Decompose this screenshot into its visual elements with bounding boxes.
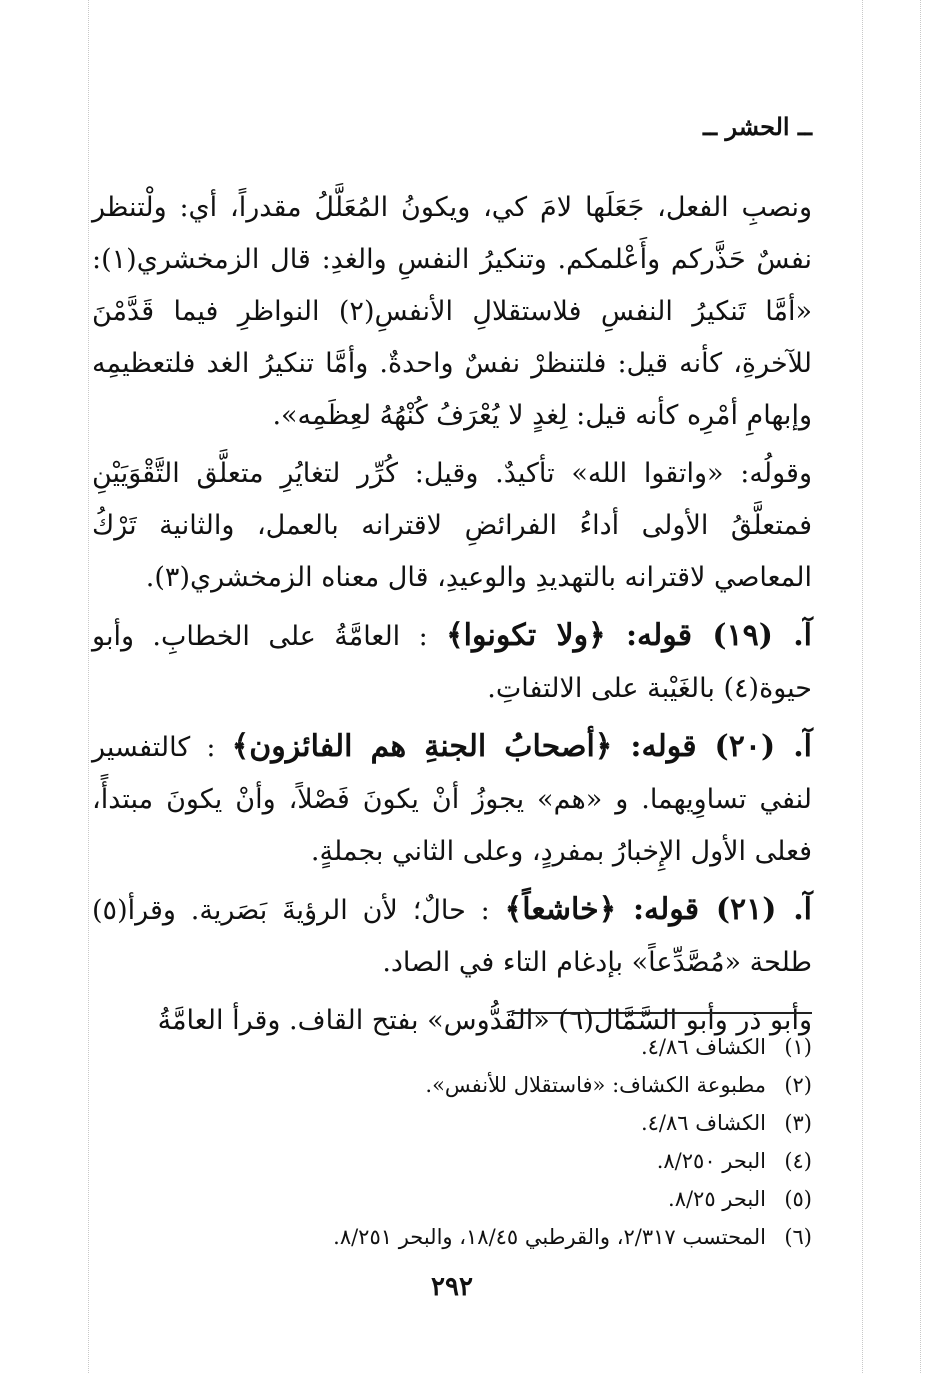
scan-guide-line xyxy=(920,0,921,1373)
footnote xyxy=(92,1218,812,1256)
page-number: ٢٩٢ xyxy=(431,1272,473,1302)
verse-commentary xyxy=(92,721,812,878)
footnote xyxy=(92,1066,812,1104)
footnote-number: (٢) xyxy=(784,1073,812,1097)
verse-commentary xyxy=(92,610,812,715)
verse-heading: آ. (٢٠) قوله: ﴿أصحابُ الجنةِ هم الفائزون﴾ xyxy=(231,729,812,764)
footnote-text: الكشاف ٤/٨٦. xyxy=(640,1035,766,1059)
running-header: ــ الحشر ــ xyxy=(703,112,812,141)
paragraph: وقولُه: «واتقوا الله» تأكيدٌ. وقيل: كُرِّر لتغايُرِ متعلَّق التَّقْوَيَيْنِ فمتعلَّقُ الأولى أداءُ الفرائضِ لاقترانه بالعمل، والثانية تَرْكُ المعاصي لاقترانه بالتهديدِ والوعيدِ، قال معناه الزمخشري(٣). xyxy=(92,458,812,593)
footnote-text: مطبوعة الكشاف: «فاستقلال للأنفس». xyxy=(425,1073,766,1097)
scan-guide-line xyxy=(88,0,89,1373)
footnote-text: البحر ٨/٢٥. xyxy=(668,1187,766,1211)
footnote-number: (٣) xyxy=(784,1111,812,1135)
verse-text: : العامَّةُ على الخطابِ. وأبو حيوة(٤) بالغَيْبة على الالتفاتِ. xyxy=(92,621,812,704)
footnote-text: الكشاف ٤/٨٦. xyxy=(640,1111,766,1135)
verse-heading: آ. (٢١) قوله: ﴿خاشعاً﴾ xyxy=(504,892,812,927)
footnote xyxy=(92,1180,812,1218)
footnote-number: (٦) xyxy=(784,1225,812,1249)
paragraph: وأبو ذر وأبو السَّمَّال(٦) «القَدُّوس» بفتح القاف. وقرأ العامَّةُ xyxy=(157,1005,812,1036)
footnotes-list xyxy=(92,1028,812,1256)
footnote-text: البحر ٨/٢٥٠. xyxy=(656,1149,766,1173)
main-text xyxy=(92,182,812,1053)
footnote-separator xyxy=(512,1012,812,1014)
footnote xyxy=(92,1104,812,1142)
verse-text: : كالتفسير لنفي تساوِيهما. و «هم» يجوزُ أنْ يكونَ فَصْلاً، وأنْ يكونَ مبتدأً، فعلى الأول الإِخبارُ بمفردٍ، وعلى الثاني بجملةٍ. xyxy=(92,732,812,867)
footnote-number: (٤) xyxy=(784,1149,812,1173)
verse-heading: آ. (١٩) قوله: ﴿ولا تكونوا﴾ xyxy=(446,618,813,653)
footnote-number: (١) xyxy=(784,1035,812,1059)
footnote xyxy=(92,1028,812,1066)
footnote xyxy=(92,1142,812,1180)
paragraph: ونصبِ الفعل، جَعَلَها لامَ كي، ويكونُ المُعَلَّلُ مقدراً، أي: ولْتنظر نفسٌ حَذَّركم وأَعْلمكم. وتنكيرُ النفسِ والغدِ: قال الزمخشري(١): «أمَّا تَنكيرُ النفسِ فلاستقلالِ الأنفسِ(٢) النواظرِ فيما قَدَّمْنَ للآخرةِ، كأنه قيل: فلتنظرْ نفسٌ واحدةٌ. وأمَّا تنكيرُ الغد فلتعظيمِه وإبهامِ أمْرِه كأنه قيل: لِغدٍ لا يُعْرَفُ كُنْهُهُ لعِظَمِه». xyxy=(92,192,812,431)
verse-text: : حالٌ؛ لأن الرؤيةَ بَصَرية. وقرأ(٥) طلحة «مُصَّدِّعاً» بإدغام التاء في الصاد. xyxy=(92,895,812,978)
scan-guide-line xyxy=(862,0,863,1373)
footnote-text: المحتسب ٢/٣١٧، والقرطبي ١٨/٤٥، والبحر ٨/٢٥١. xyxy=(333,1225,766,1249)
verse-commentary xyxy=(92,884,812,989)
footnote-number: (٥) xyxy=(784,1187,812,1211)
book-page xyxy=(92,0,812,1373)
